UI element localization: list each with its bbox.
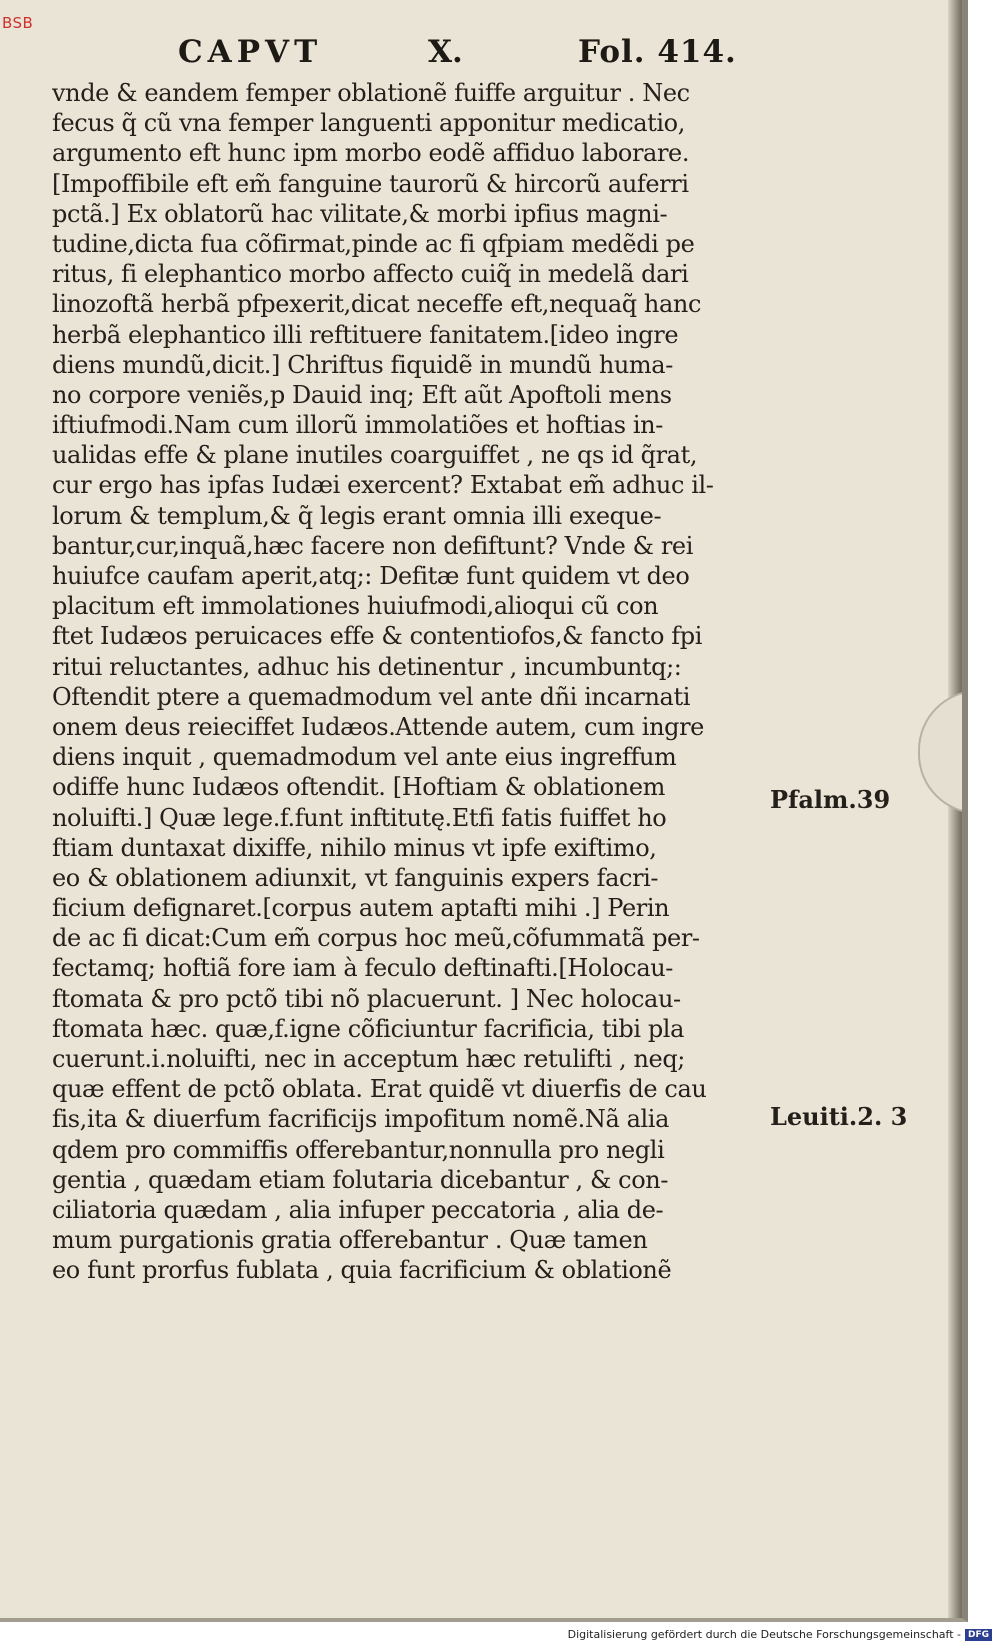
text-line: Oftendit ptere a quemadmodum vel ante dñi incarnati [52, 682, 690, 711]
text-line: fectamq; hoftiã fore iam à feculo deftinafti.[Holocau- [52, 954, 673, 983]
text-line: eo funt prorfus fublata , quia facrificium & oblationẽ [52, 1256, 672, 1285]
text-line: fis,ita & diuerfum facrificijs impofitum nomẽ.Nã alia [52, 1105, 669, 1134]
text-line: noluifti.] Quæ lege.f.funt inftitutę.Etfi fatis fuiffet ho [52, 803, 667, 832]
marginal-note-leviticus: Leuiti.2. 3 [770, 1102, 908, 1131]
header-caput: CAPVT [178, 34, 323, 70]
header-chapter: X. [428, 34, 463, 70]
text-line: mum purgationis gratia offerebantur . Quæ tamen [52, 1226, 648, 1255]
text-line: bantur,cur,inquã,hæc facere non defiftunt? Vnde & rei [52, 531, 694, 560]
text-line: diens mundũ,dicit.] Chriftus fiquidẽ in mundũ huma- [52, 350, 673, 379]
text-line: linozoftã herbã pfpexerit,dicat neceffe eft,nequaq̃ hanc [52, 290, 701, 319]
text-line: ftet Iudæos peruicaces effe & contentiofos,& fancto fpi [52, 622, 702, 651]
text-line: de ac fi dicat:Cum em̃ corpus hoc meũ,cõfummatã per- [52, 924, 700, 953]
text-line: ciliatoria quædam , alia infuper peccatoria , alia de- [52, 1195, 664, 1224]
thumb-tab-cutout [918, 690, 968, 814]
bsb-logo: BSB [2, 14, 34, 32]
text-line: gentia , quædam etiam folutaria dicebantur , & con- [52, 1165, 669, 1194]
text-line: odiffe hunc Iudæos oftendit. [Hoftiam & oblationem [52, 773, 665, 802]
marginal-note-psalm: Pfalm.39 [770, 785, 891, 814]
text-line: ftomata & pro pctõ tibi nõ placuerunt. ] Nec holocau- [52, 984, 681, 1013]
text-line: ualidas effe & plane inutiles coarguiffet , ne qs id q̃rat, [52, 441, 698, 470]
text-line: diens inquit , quemadmodum vel ante eius ingreffum [52, 743, 677, 772]
text-line: [Impoffibile eft em̃ fanguine taurorũ & hircorũ auferri [52, 169, 689, 198]
text-line: iftiufmodi.Nam cum illorũ immolatiões et hoftias in- [52, 411, 663, 440]
text-line: placitum eft immolationes huiufmodi,alioqui cũ con [52, 592, 659, 621]
text-line: vnde & eandem femper oblationẽ fuiffe arguitur . Nec [52, 79, 690, 107]
text-line: fecus q̃ cũ vna femper languenti apponitur medicatio, [52, 109, 685, 138]
body-text [52, 78, 752, 1286]
text-line: herbã elephantico illi reftituere fanitatem.[ideo ingre [52, 320, 679, 349]
text-line: cuerunt.i.noluifti, nec in acceptum hæc retulifti , neq; [52, 1045, 685, 1073]
header-folio: Fol. 414. [578, 34, 737, 70]
text-line: qdem pro commiffis offerebantur,nonnulla pro negli [52, 1135, 665, 1164]
running-header [0, 34, 948, 78]
footer-credit [568, 1628, 992, 1641]
text-line: no corpore veniẽs,p Dauid inq; Eft aũt Apoftoli mens [52, 380, 672, 409]
text-line: eo & oblationem adiunxit, vt fanguinis expers facri- [52, 863, 659, 892]
page-edge [948, 0, 968, 1622]
dfg-logo: DFG [965, 1629, 992, 1641]
text-line: ficium defignaret.[corpus autem aptafti mihi .] Perin [52, 894, 670, 923]
text-line: ritui reluctantes, adhuc his detinentur , incumbuntq;: [52, 652, 682, 681]
text-line: huiufce caufam aperit,atq;: Defitæ funt quidem vt deo [52, 562, 690, 590]
text-line: ftomata hæc. quæ,f.igne cõficiuntur facrificia, tibi pla [52, 1014, 684, 1043]
text-line: pctã.] Ex oblatorũ hac vilitate,& morbi ipfius magni- [52, 199, 668, 228]
text-line: quæ effent de pctõ oblata. Erat quidẽ vt diuerfis de cau [52, 1075, 707, 1104]
text-line: ritus, fi elephantico morbo affecto cuiq̃ in medelã dari [52, 260, 689, 289]
footer-text: Digitalisierung gefördert durch die Deutsche Forschungsgemeinschaft - [567, 1628, 961, 1641]
text-line: tudine,dicta fua cõfirmat,pinde ac fi qfpiam medẽdi pe [52, 229, 695, 258]
text-line: argumento eft hunc ipm morbo eodẽ affiduo laborare. [52, 139, 690, 168]
text-line: ftiam duntaxat dixiffe, nihilo minus vt ipfe exiftimo, [52, 833, 657, 862]
text-line: lorum & templum,& q̃ legis erant omnia illi exeque- [52, 501, 662, 530]
text-line: onem deus reieciffet Iudæos.Attende autem, cum ingre [52, 712, 704, 741]
text-line: cur ergo has ipfas Iudæi exercent? Extabat em̃ adhuc il- [52, 471, 714, 500]
